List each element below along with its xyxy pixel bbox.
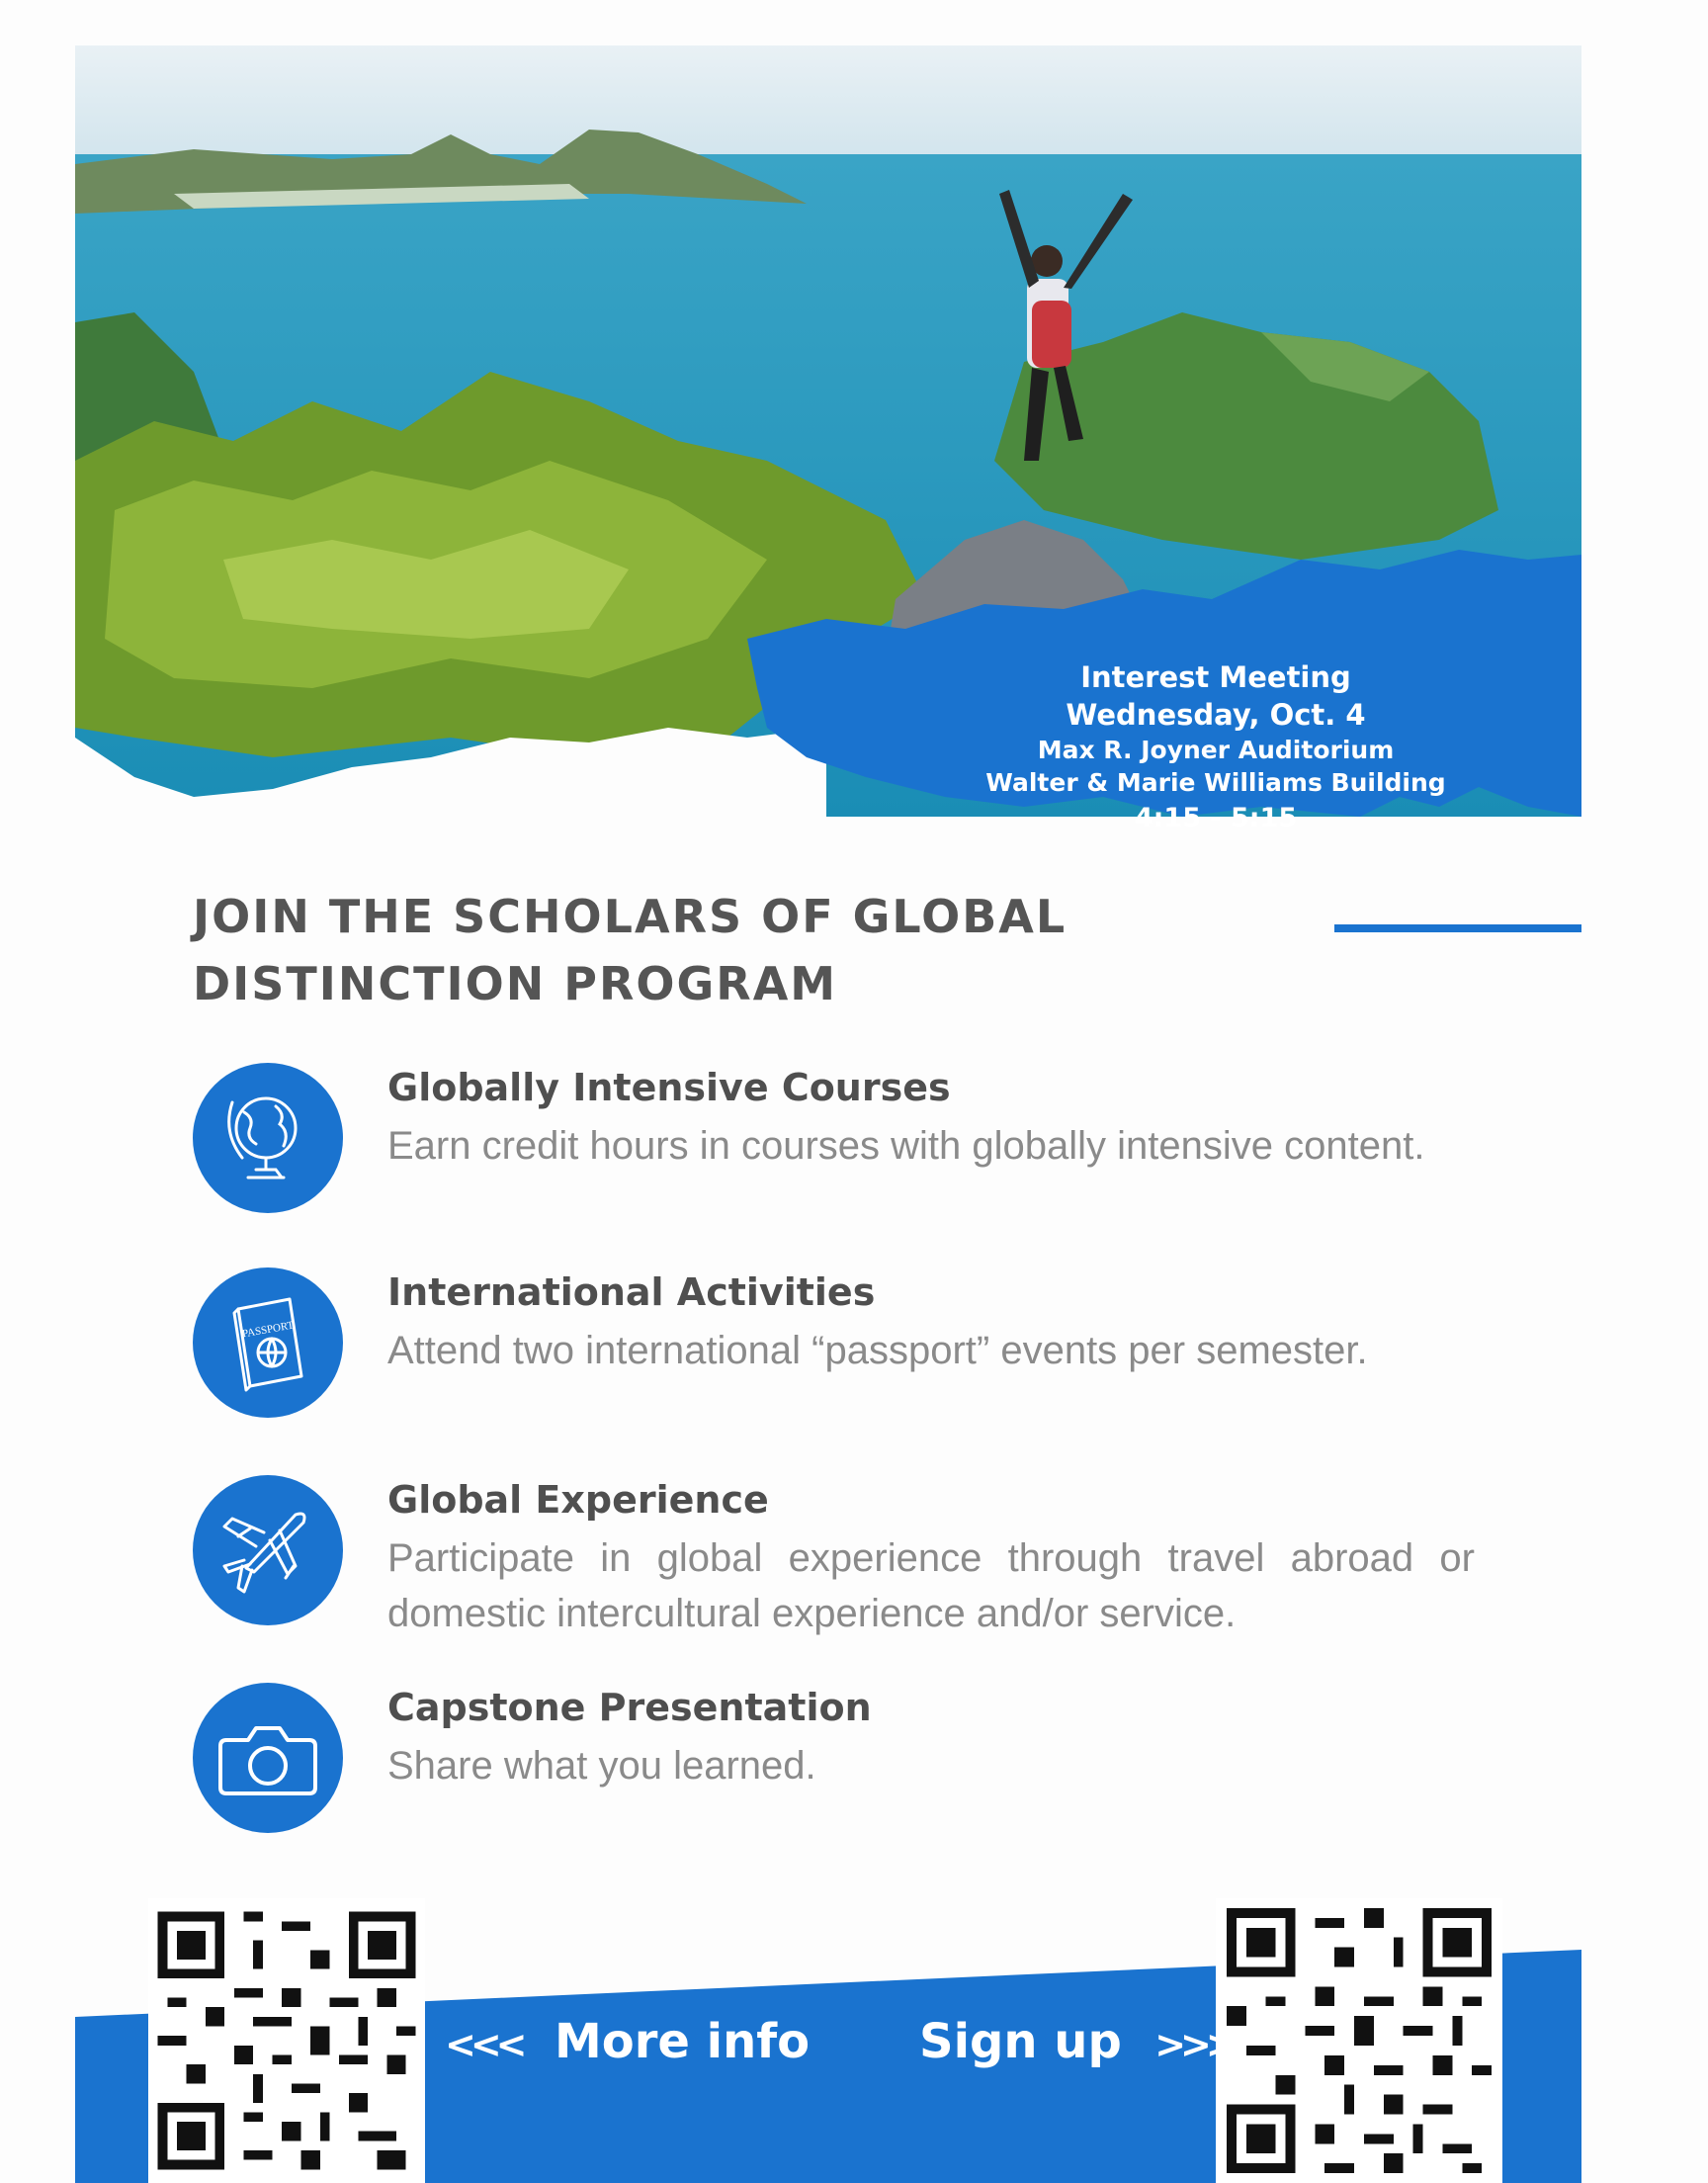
meeting-title: Interest Meeting bbox=[1080, 660, 1351, 694]
meeting-time: 4:15 - 5:15 bbox=[1134, 803, 1298, 833]
feature-description: Attend two international “passport” events per semester. bbox=[387, 1329, 1368, 1372]
meeting-venue: Max R. Joyner Auditorium bbox=[1037, 736, 1395, 764]
feature-heading: Globally Intensive Courses bbox=[387, 1066, 951, 1109]
feature-description: Share what you learned. bbox=[387, 1744, 816, 1788]
airplane-icon bbox=[193, 1475, 343, 1625]
feature-international-activities bbox=[193, 1267, 1478, 1436]
meeting-building: Walter & Marie Williams Building bbox=[985, 768, 1446, 797]
meeting-date: Wednesday, Oct. 4 bbox=[1066, 698, 1366, 732]
sign-up-link[interactable] bbox=[919, 2012, 1232, 2074]
feature-globally-intensive-courses bbox=[193, 1063, 1478, 1231]
page-title-line-2: DISTINCTION PROGRAM bbox=[193, 957, 838, 1010]
more-info-label: More info bbox=[554, 2014, 811, 2069]
page-title-line-1: JOIN THE SCHOLARS OF GLOBAL bbox=[193, 890, 1068, 943]
feature-global-experience bbox=[193, 1475, 1478, 1643]
more-info-qr-code[interactable] bbox=[148, 1898, 425, 2183]
sign-up-label: Sign up bbox=[919, 2014, 1122, 2069]
feature-description: Earn credit hours in courses with globally intensive content. bbox=[387, 1124, 1425, 1168]
chevrons-left-icon: <<< bbox=[445, 2023, 522, 2066]
sign-up-qr-code[interactable] bbox=[1216, 1898, 1502, 2183]
feature-description: Participate in global experience through travel abroad or domestic intercultural experience and/or service. bbox=[387, 1536, 1475, 1635]
page-title bbox=[193, 883, 1181, 1017]
accent-divider bbox=[1334, 924, 1581, 932]
feature-heading: Capstone Presentation bbox=[387, 1686, 872, 1729]
interest-meeting-info bbox=[939, 658, 1493, 838]
passport-icon bbox=[193, 1267, 343, 1418]
svg-text:PASSPORT: PASSPORT bbox=[241, 1319, 296, 1341]
more-info-link[interactable] bbox=[445, 2012, 810, 2074]
chevrons-right-icon: >>> bbox=[1154, 2023, 1232, 2066]
feature-heading: International Activities bbox=[387, 1270, 876, 1314]
feature-capstone-presentation bbox=[193, 1683, 1478, 1851]
globe-icon bbox=[193, 1063, 343, 1213]
feature-heading: Global Experience bbox=[387, 1478, 769, 1522]
camera-icon bbox=[193, 1683, 343, 1833]
